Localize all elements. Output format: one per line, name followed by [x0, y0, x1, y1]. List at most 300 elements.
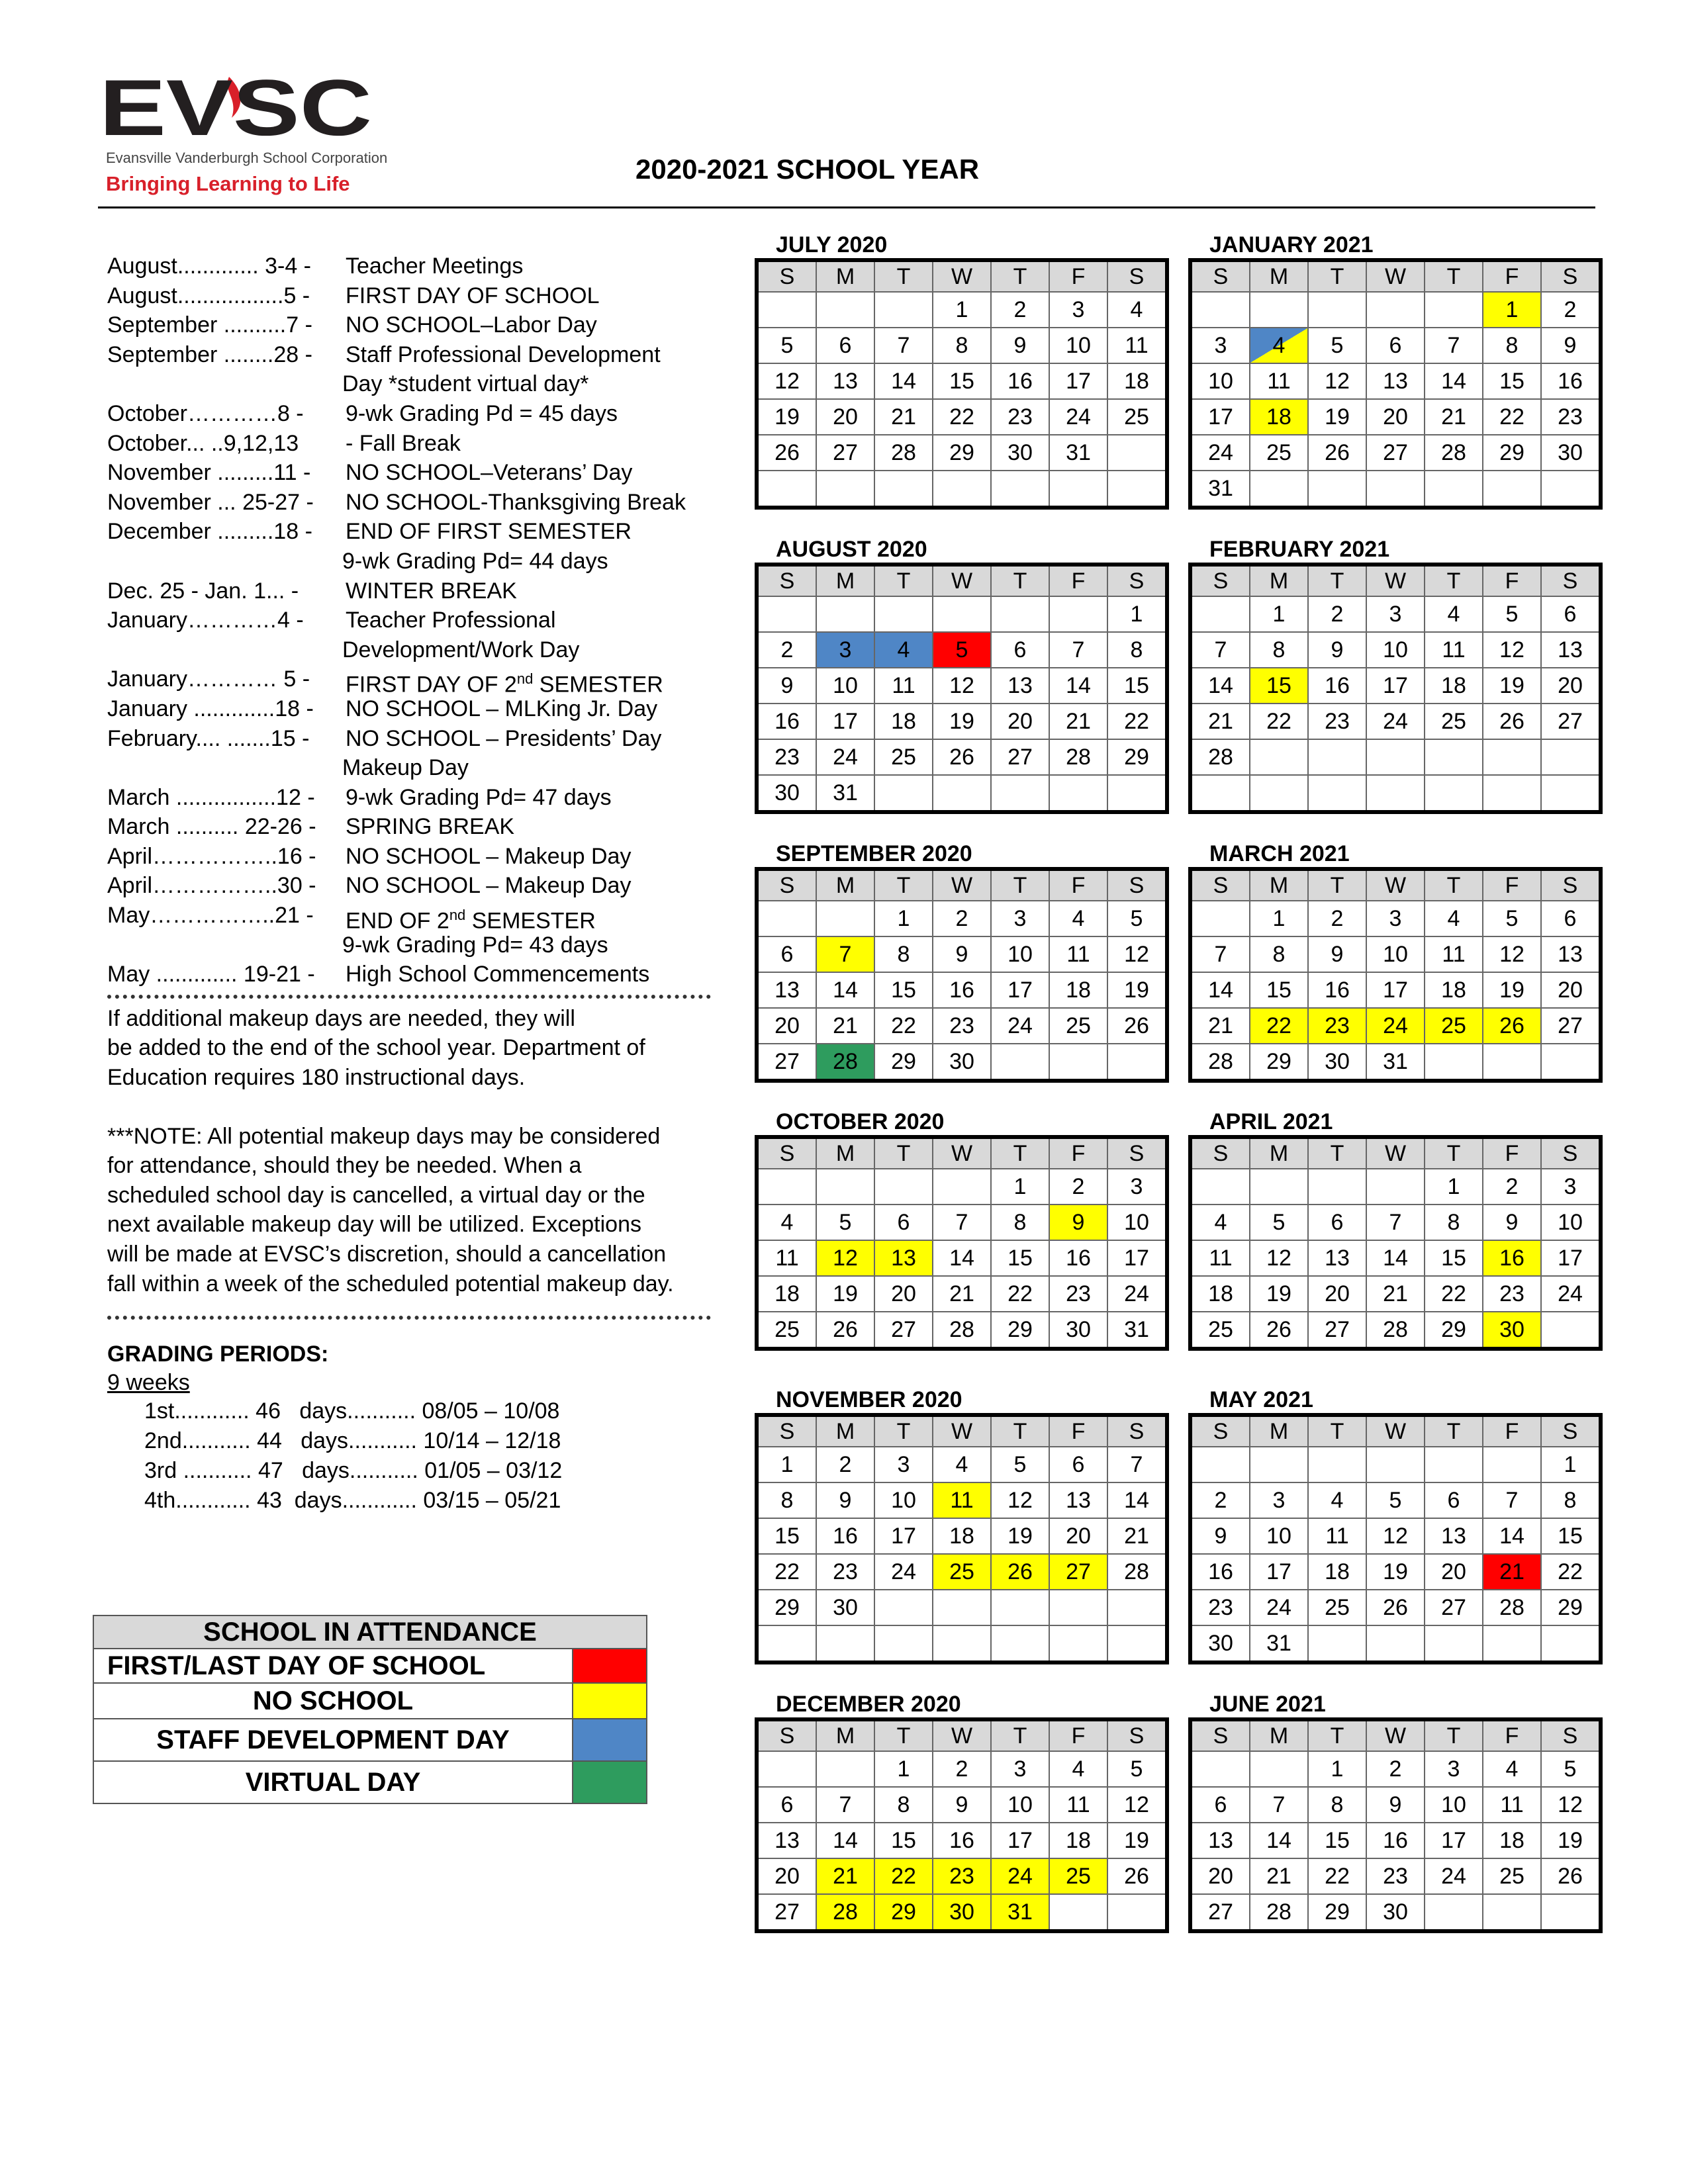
day-cell: 8	[1425, 1205, 1483, 1240]
day-cell: 9	[1049, 1205, 1107, 1240]
empty-cell	[933, 596, 991, 632]
day-cell: 5	[991, 1447, 1049, 1482]
day-cell: 28	[1366, 1312, 1425, 1349]
day-cell: 31	[1250, 1625, 1308, 1662]
event-text: Teacher Professional	[346, 608, 556, 633]
month-calendar	[755, 1387, 1169, 1664]
weekday-header: T	[991, 1137, 1049, 1169]
empty-cell	[1483, 775, 1541, 812]
weekday-header: M	[1250, 869, 1308, 901]
day-cell: 31	[991, 1894, 1049, 1931]
empty-cell	[1250, 471, 1308, 508]
day-cell: 15	[1250, 972, 1308, 1008]
day-cell: 21	[1483, 1554, 1541, 1590]
day-cell: 23	[1308, 1008, 1366, 1044]
day-cell: 15	[874, 972, 933, 1008]
attendance-note: ***NOTE: All potential makeup days may be considered for attendance, should they be needed. When a scheduled school day is cancelled, a virtual day or the next available makeup day will be utilized. Exceptions will be made at EVSC’s discretion, should a cancellation fall within a week of the scheduled potential makeup day.	[107, 1123, 674, 1297]
day-cell: 19	[933, 704, 991, 739]
empty-cell	[1425, 1894, 1483, 1931]
day-cell: 27	[757, 1044, 816, 1081]
day-cell: 29	[1541, 1590, 1601, 1625]
day-cell: 11	[1250, 363, 1308, 399]
weekday-header: W	[933, 565, 991, 596]
month-grid	[755, 563, 1169, 814]
day-cell: 17	[991, 1823, 1049, 1858]
empty-cell	[1425, 292, 1483, 328]
empty-cell	[1107, 775, 1167, 812]
empty-cell	[1107, 1894, 1167, 1931]
day-cell: 29	[991, 1312, 1049, 1349]
logo-org-name: Evansville Vanderburgh School Corporation	[106, 150, 388, 166]
day-cell: 21	[816, 1858, 874, 1894]
month-title: AUGUST 2020	[776, 537, 927, 562]
empty-cell	[991, 775, 1049, 812]
dotted-divider	[107, 1316, 711, 1320]
day-cell: 16	[757, 704, 816, 739]
day-cell: 24	[991, 1008, 1049, 1044]
day-cell: 10	[1366, 936, 1425, 972]
day-cell: 18	[1190, 1276, 1250, 1312]
empty-cell	[1541, 1312, 1601, 1349]
day-cell: 17	[1425, 1823, 1483, 1858]
day-cell: 23	[933, 1008, 991, 1044]
weekday-header: F	[1049, 565, 1107, 596]
day-cell: 1	[1483, 292, 1541, 328]
weekday-header: S	[1107, 260, 1167, 292]
day-cell: 16	[933, 1823, 991, 1858]
empty-cell	[1483, 739, 1541, 775]
day-cell: 28	[1425, 435, 1483, 471]
day-cell: 3	[874, 1447, 933, 1482]
day-cell: 25	[1250, 435, 1308, 471]
event-date: January………… 5 -	[107, 666, 310, 692]
event-text: NO SCHOOL–Veterans’ Day	[346, 460, 633, 486]
day-cell: 22	[1308, 1858, 1366, 1894]
day-cell: 30	[1483, 1312, 1541, 1349]
day-cell: 30	[933, 1894, 991, 1931]
day-cell: 14	[816, 972, 874, 1008]
events-list	[107, 251, 743, 989]
event-row	[107, 664, 743, 698]
event-date: April……………..30 -	[107, 873, 316, 899]
day-cell: 8	[1308, 1787, 1366, 1823]
day-cell: 4	[1483, 1751, 1541, 1787]
weekday-header: S	[757, 1137, 816, 1169]
day-cell: 22	[1250, 704, 1308, 739]
empty-cell	[757, 1751, 816, 1787]
weekday-header: W	[1366, 869, 1425, 901]
day-cell: 2	[1190, 1482, 1250, 1518]
day-cell: 19	[757, 399, 816, 435]
day-cell: 13	[991, 668, 1049, 704]
weekday-header: M	[816, 1719, 874, 1751]
day-cell: 19	[1366, 1554, 1425, 1590]
event-text: NO SCHOOL-Thanksgiving Break	[346, 489, 686, 515]
month-grid	[755, 1135, 1169, 1351]
weekday-header: M	[1250, 1415, 1308, 1447]
event-date: Dec. 25 - Jan. 1... -	[107, 578, 299, 604]
event-date: September ..........7 -	[107, 312, 312, 338]
day-cell: 7	[816, 936, 874, 972]
day-cell: 21	[1366, 1276, 1425, 1312]
day-cell: 22	[1541, 1554, 1601, 1590]
day-cell: 12	[1483, 936, 1541, 972]
day-cell: 24	[1425, 1858, 1483, 1894]
weekday-header: W	[1366, 1415, 1425, 1447]
day-cell: 23	[1190, 1590, 1250, 1625]
day-cell: 18	[1250, 399, 1308, 435]
day-cell: 10	[991, 936, 1049, 972]
empty-cell	[816, 596, 874, 632]
empty-cell	[1366, 775, 1425, 812]
event-text: NO SCHOOL–Labor Day	[346, 312, 597, 338]
day-cell: 28	[816, 1894, 874, 1931]
event-row	[107, 340, 743, 370]
month-title: MARCH 2021	[1209, 841, 1350, 866]
day-cell: 12	[991, 1482, 1049, 1518]
day-cell: 26	[1541, 1858, 1601, 1894]
month-title: MAY 2021	[1209, 1387, 1313, 1412]
empty-cell	[1366, 1169, 1425, 1205]
weekday-header: S	[757, 1719, 816, 1751]
weekday-header: S	[1107, 1137, 1167, 1169]
event-text: FIRST DAY OF SCHOOL	[346, 283, 600, 308]
day-cell: 26	[1366, 1590, 1425, 1625]
day-cell: 21	[1425, 399, 1483, 435]
event-date: January .............18 -	[107, 696, 314, 721]
month-title: JUNE 2021	[1209, 1692, 1326, 1717]
day-cell: 9	[1483, 1205, 1541, 1240]
weekday-header: F	[1049, 260, 1107, 292]
day-cell: 18	[874, 704, 933, 739]
empty-cell	[1483, 1894, 1541, 1931]
weekday-header: T	[1425, 869, 1483, 901]
empty-cell	[991, 596, 1049, 632]
empty-cell	[874, 775, 933, 812]
day-cell: 14	[1049, 668, 1107, 704]
day-cell: 21	[874, 399, 933, 435]
day-cell: 12	[933, 668, 991, 704]
weekday-header: T	[991, 869, 1049, 901]
empty-cell	[874, 1625, 933, 1662]
day-cell: 6	[991, 632, 1049, 668]
weekday-header: T	[1425, 565, 1483, 596]
empty-cell	[1308, 1169, 1366, 1205]
legend-swatch-red	[573, 1649, 647, 1683]
day-cell: 28	[816, 1044, 874, 1081]
day-cell: 18	[1425, 668, 1483, 704]
month-calendar	[755, 1691, 1169, 1933]
day-cell: 24	[1107, 1276, 1167, 1312]
day-cell: 9	[933, 936, 991, 972]
event-row	[107, 576, 743, 606]
day-cell: 10	[874, 1482, 933, 1518]
day-cell: 1	[874, 1751, 933, 1787]
event-text: NO SCHOOL – Presidents’ Day	[346, 725, 662, 751]
day-cell: 8	[1107, 632, 1167, 668]
day-cell: 28	[1483, 1590, 1541, 1625]
weekday-header: T	[991, 1719, 1049, 1751]
day-cell: 6	[757, 936, 816, 972]
day-cell: 19	[1308, 399, 1366, 435]
month-calendar	[755, 1109, 1169, 1351]
event-row	[107, 931, 743, 960]
event-row	[107, 458, 743, 488]
month-title: APRIL 2021	[1209, 1109, 1333, 1134]
day-cell: 9	[1190, 1518, 1250, 1554]
evsc-logo-mark	[99, 71, 377, 144]
ordinal-suffix: nd	[449, 907, 466, 924]
day-cell: 13	[757, 972, 816, 1008]
day-cell: 24	[991, 1858, 1049, 1894]
logo-text: EVSC	[99, 71, 372, 144]
empty-cell	[1190, 901, 1250, 936]
day-cell: 19	[1107, 1823, 1167, 1858]
day-cell: 4	[1190, 1205, 1250, 1240]
empty-cell	[874, 292, 933, 328]
day-cell: 18	[1049, 1823, 1107, 1858]
day-cell: 8	[1250, 632, 1308, 668]
event-row	[107, 960, 743, 989]
day-cell: 4	[1049, 901, 1107, 936]
day-cell: 13	[1190, 1823, 1250, 1858]
weekday-header: F	[1483, 260, 1541, 292]
day-cell: 17	[1250, 1554, 1308, 1590]
day-cell: 14	[816, 1823, 874, 1858]
event-date: November .........11 -	[107, 460, 311, 486]
day-cell: 20	[1049, 1518, 1107, 1554]
day-cell: 5	[757, 328, 816, 363]
day-cell: 22	[874, 1858, 933, 1894]
month-grid	[755, 1717, 1169, 1933]
weekday-header: M	[816, 869, 874, 901]
empty-cell	[1107, 1590, 1167, 1625]
day-cell: 26	[1483, 1008, 1541, 1044]
event-text: 9-wk Grading Pd= 44 days	[342, 548, 608, 574]
event-date: December .........18 -	[107, 519, 312, 545]
day-cell: 12	[1541, 1787, 1601, 1823]
day-cell: 13	[1366, 363, 1425, 399]
day-cell: 7	[933, 1205, 991, 1240]
empty-cell	[991, 1590, 1049, 1625]
weekday-header: S	[1541, 565, 1601, 596]
day-cell: 30	[991, 435, 1049, 471]
day-cell: 11	[1483, 1787, 1541, 1823]
day-cell: 10	[1107, 1205, 1167, 1240]
day-cell: 5	[1107, 1751, 1167, 1787]
day-cell: 25	[1049, 1858, 1107, 1894]
weekday-header: S	[1107, 565, 1167, 596]
weekday-header: M	[1250, 1137, 1308, 1169]
day-cell: 30	[1190, 1625, 1250, 1662]
day-cell: 19	[1107, 972, 1167, 1008]
month-grid	[1188, 258, 1603, 510]
month-title: SEPTEMBER 2020	[776, 841, 972, 866]
day-cell: 29	[1308, 1894, 1366, 1931]
event-text: Day *student virtual day*	[342, 371, 589, 397]
weekday-header: S	[1107, 869, 1167, 901]
legend-label: NO SCHOOL	[93, 1683, 573, 1719]
day-cell: 25	[1308, 1590, 1366, 1625]
day-cell: 7	[1049, 632, 1107, 668]
day-cell: 4	[1250, 328, 1308, 363]
day-cell: 23	[1049, 1276, 1107, 1312]
day-cell: 21	[1107, 1518, 1167, 1554]
day-cell: 8	[757, 1482, 816, 1518]
day-cell: 15	[1107, 668, 1167, 704]
day-cell: 18	[1308, 1554, 1366, 1590]
weekday-header: F	[1049, 1719, 1107, 1751]
weekday-header: S	[757, 1415, 816, 1447]
day-cell: 29	[1107, 739, 1167, 775]
day-cell: 23	[991, 399, 1049, 435]
month-grid	[1188, 867, 1603, 1083]
day-cell: 24	[874, 1554, 933, 1590]
empty-cell	[1190, 596, 1250, 632]
weekday-header: S	[1190, 1137, 1250, 1169]
day-cell: 2	[1049, 1169, 1107, 1205]
event-row	[107, 694, 743, 724]
day-cell: 28	[1190, 739, 1250, 775]
empty-cell	[1366, 1625, 1425, 1662]
weekday-header: M	[1250, 565, 1308, 596]
weekday-header: T	[874, 1137, 933, 1169]
month-calendar	[1188, 1691, 1603, 1933]
day-cell: 24	[816, 739, 874, 775]
month-calendar	[755, 232, 1169, 510]
day-cell: 17	[1366, 972, 1425, 1008]
day-cell: 23	[816, 1554, 874, 1590]
day-cell: 9	[1308, 936, 1366, 972]
event-text: Teacher Meetings	[346, 253, 524, 279]
weekday-header: S	[1190, 260, 1250, 292]
empty-cell	[757, 596, 816, 632]
day-cell: 6	[1366, 328, 1425, 363]
day-cell: 27	[1425, 1590, 1483, 1625]
empty-cell	[933, 1625, 991, 1662]
empty-cell	[1049, 1625, 1107, 1662]
empty-cell	[1308, 292, 1366, 328]
weekday-header: S	[1541, 869, 1601, 901]
weekday-header: M	[816, 565, 874, 596]
day-cell: 28	[1190, 1044, 1250, 1081]
event-text: END OF 2nd SEMESTER	[346, 907, 596, 934]
day-cell: 27	[1366, 435, 1425, 471]
day-cell: 25	[1049, 1008, 1107, 1044]
weekday-header: F	[1483, 1137, 1541, 1169]
day-cell: 28	[933, 1312, 991, 1349]
day-cell: 1	[1250, 596, 1308, 632]
day-cell: 5	[1250, 1205, 1308, 1240]
month-calendar	[1188, 232, 1603, 510]
day-cell: 6	[1541, 596, 1601, 632]
day-cell: 7	[1107, 1447, 1167, 1482]
empty-cell	[816, 471, 874, 508]
empty-cell	[1425, 775, 1483, 812]
weekday-header: T	[1425, 260, 1483, 292]
day-cell: 17	[1366, 668, 1425, 704]
day-cell: 20	[757, 1008, 816, 1044]
dotted-divider	[107, 995, 711, 999]
day-cell: 20	[757, 1858, 816, 1894]
event-text: FIRST DAY OF 2nd SEMESTER	[346, 670, 663, 698]
empty-cell	[1483, 1044, 1541, 1081]
day-cell: 2	[1308, 596, 1366, 632]
day-cell: 8	[1250, 936, 1308, 972]
day-cell: 30	[933, 1044, 991, 1081]
event-row	[107, 901, 743, 934]
day-cell: 4	[933, 1447, 991, 1482]
empty-cell	[1049, 471, 1107, 508]
weekday-header: T	[1425, 1415, 1483, 1447]
day-cell: 4	[1107, 292, 1167, 328]
day-cell: 15	[933, 363, 991, 399]
day-cell: 27	[1308, 1312, 1366, 1349]
day-cell: 27	[1541, 704, 1601, 739]
month-grid	[1188, 1135, 1603, 1351]
day-cell: 29	[874, 1044, 933, 1081]
day-cell: 28	[874, 435, 933, 471]
day-cell: 24	[1366, 1008, 1425, 1044]
empty-cell	[1250, 739, 1308, 775]
day-cell: 8	[1541, 1482, 1601, 1518]
weekday-header: F	[1049, 869, 1107, 901]
day-cell: 17	[1541, 1240, 1601, 1276]
empty-cell	[933, 1169, 991, 1205]
day-cell: 14	[933, 1240, 991, 1276]
day-cell: 22	[933, 399, 991, 435]
day-cell: 28	[1049, 739, 1107, 775]
month-grid	[755, 1413, 1169, 1664]
weekday-header: S	[1541, 260, 1601, 292]
day-cell: 16	[1308, 668, 1366, 704]
day-cell: 1	[1541, 1447, 1601, 1482]
grading-period: 3rd ........... 47 days........... 01/05 – 03/12	[144, 1458, 563, 1484]
day-cell: 7	[816, 1787, 874, 1823]
day-cell: 30	[1049, 1312, 1107, 1349]
day-cell: 7	[874, 328, 933, 363]
day-cell: 30	[757, 775, 816, 812]
weekday-header: W	[1366, 260, 1425, 292]
day-cell: 13	[1541, 632, 1601, 668]
empty-cell	[1190, 292, 1250, 328]
empty-cell	[991, 1625, 1049, 1662]
empty-cell	[1541, 1625, 1601, 1662]
day-cell: 3	[1107, 1169, 1167, 1205]
day-cell: 14	[1425, 363, 1483, 399]
empty-cell	[874, 1169, 933, 1205]
day-cell: 12	[1366, 1518, 1425, 1554]
weekday-header: F	[1483, 1415, 1541, 1447]
empty-cell	[1107, 471, 1167, 508]
weekday-header: T	[1425, 1719, 1483, 1751]
event-row	[107, 429, 743, 459]
legend-swatch-blue	[573, 1719, 647, 1761]
day-cell: 27	[1190, 1894, 1250, 1931]
day-cell: 16	[1541, 363, 1601, 399]
day-cell: 6	[1541, 901, 1601, 936]
day-cell: 25	[1483, 1858, 1541, 1894]
day-cell: 24	[1190, 435, 1250, 471]
day-cell: 10	[1049, 328, 1107, 363]
day-cell: 4	[1308, 1482, 1366, 1518]
empty-cell	[1308, 739, 1366, 775]
empty-cell	[1190, 1751, 1250, 1787]
day-cell: 19	[1250, 1276, 1308, 1312]
event-row	[107, 488, 743, 518]
event-date: October... ..9,12,13	[107, 430, 299, 456]
day-cell: 22	[874, 1008, 933, 1044]
